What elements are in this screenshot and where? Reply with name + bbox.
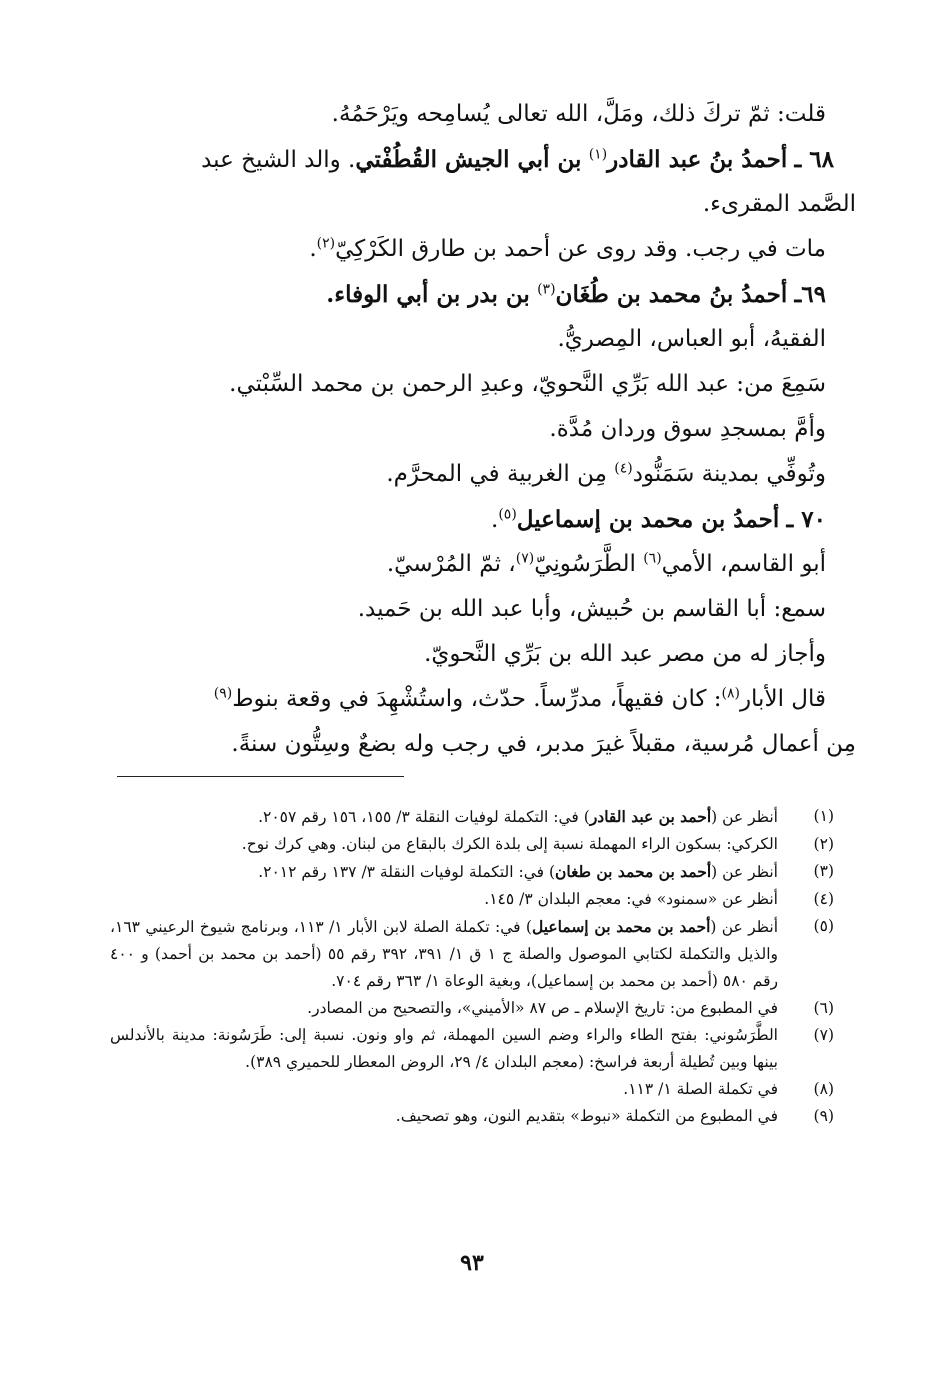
entry-68-number: ٦٨ ـ [794,146,834,173]
footnote-ref-1[interactable]: (١) [588,146,608,163]
entry-69-number: ٦٩ـ [794,281,826,308]
text-line-4-content: مات في رجب. وقد روى عن أحمد بن طارق الكَرْكِيّ [335,236,826,262]
text-line-8-content: وأمَّ بمسجدِ سوق وردان مُدَّة. [549,416,826,442]
footnote-7 [110,1022,834,1076]
footnote-9 [110,1103,834,1130]
footnote-9-text: في المطبوع من التكملة «نبوط» بتقديم النون، وهو تصحيف. [395,1107,778,1125]
footnote-5-text [110,913,778,995]
footnote-ref-4[interactable]: (٤) [614,460,633,477]
main-text [110,92,856,767]
text-line-13-content: وأجاز له من مصر عبد الله بن بَرِّي النَّحويّ. [424,641,826,667]
footnotes [110,803,834,1130]
text-line-1 [110,92,834,137]
footnote-5 [110,913,834,995]
text-line-14-a: قال الأبار [739,686,826,712]
footnote-5-pre: أنظر عن ( [710,918,779,936]
text-line-4 [110,227,834,272]
footnote-1 [110,803,834,831]
footnote-5-number: (٥) [813,917,834,935]
footnote-ref-3[interactable]: (٣) [537,281,556,298]
footnote-divider [117,776,404,777]
text-line-9 [110,452,834,497]
footnote-ref-8[interactable]: (٨) [721,685,740,702]
entry-68-name: أحمدُ بنُ عبد القادر [607,146,788,173]
text-line-6-content: الفقيهُ، أبو العباس، المِصريُّ. [557,326,826,352]
footnote-6 [110,995,834,1022]
footnote-3 [110,858,834,886]
entry-70-name: أحمدُ بن محمد بن إسماعيل [516,506,780,533]
footnote-ref-2[interactable]: (٢) [316,235,336,252]
text-line-15-content: مِن أعمال مُرسية، مقبلاً غيرَ مدبر، في رجب وله بضعٌ وسِتُّون سنةً. [231,731,856,757]
footnote-ref-6[interactable]: (٦) [643,550,662,567]
text-line-11-c: ، ثمّ المُرْسيّ. [386,551,516,577]
text-line-12-content: سمع: أبا القاسم بن حُبيش، وأبا عبد الله بن حَميد. [357,596,826,622]
text-line-11-a: أبو القاسم، الأمي [661,551,826,577]
footnote-4 [110,886,834,913]
text-line-9-content: وتُوفِّي بمدينة سَمَنُّود [632,461,826,487]
text-line-14-b: : كان فقيهاً، مدرِّساً. حدّث، واستُشْهِدَ في وقعة بنوط [232,686,722,712]
footnote-8-number: (٨) [813,1080,834,1098]
footnote-3-pre: أنظر عن ( [711,863,778,881]
footnote-1-text [110,803,778,831]
footnote-1-number: (١) [813,807,834,825]
footnote-6-number: (٦) [813,999,834,1017]
entry-69-name: أحمدُ بنُ محمد بن طُغَان [555,281,788,308]
entry-70-heading [110,497,834,542]
footnote-8 [110,1076,834,1103]
footnote-3-post: ) في: التكملة لوفيات النقلة ٣/ ١٣٧ رقم ٢٠١٢. [258,863,556,881]
footnote-1-pre: أنظر عن ( [711,808,778,826]
footnote-8-text: في تكملة الصلة ١/ ١١٣. [623,1080,778,1098]
entry-68-heading [110,137,834,182]
text-line-9-end: مِن الغربية في المحرَّم. [386,461,607,487]
entry-69-heading [110,272,834,317]
entry-69-name-cont: بن بدر بن أبي الوفاء. [326,281,530,308]
text-line-7 [110,362,834,407]
footnote-2 [110,831,834,858]
text-line-8 [110,407,834,452]
entry-70-end: . [491,507,499,533]
text-line-6 [110,317,834,362]
footnote-2-number: (٢) [813,835,834,853]
entry-70-number: ٧٠ ـ [786,506,826,533]
footnote-4-number: (٤) [813,890,834,908]
footnote-9-number: (٩) [813,1107,834,1125]
entry-68-rest: . والد الشيخ عبد [201,147,356,173]
text-line-1-content: قلت: ثمّ تركَ ذلك، ومَلَّ، الله تعالى يُسامِحه ويَرْحَمُهُ. [331,101,826,127]
text-line-4-end: . [309,236,317,262]
footnote-5-bold: أحمد بن محمد بن إسماعيل [531,917,711,936]
entry-68-continuation [110,182,856,227]
footnote-4-text: أنظر عن «سمنود» في: معجم البلدان ٣/ ١٤٥. [484,890,778,908]
footnote-7-text: الطَّرَسُوني: بفتح الطاء والراء وضم السين المهملة، ثم واو ونون. نسبة إلى: طَرَسُونة: مدينة بالأندلس بينها وبين تُطيلة أربعة فراسخ: (معجم البلدان ٤/ ٢٩، الروض المعطار للحميري ٣٨٩). [110,1026,778,1071]
footnote-1-bold: أحمد بن عبد القادر [589,807,712,826]
text-line-12 [110,587,834,632]
footnote-2-text: الكركي: بسكون الراء المهملة نسبة إلى بلدة الكرك بالبقاع من لبنان. وهي كرك نوح. [241,835,778,853]
footnote-ref-5[interactable]: (٥) [498,506,517,523]
page-number: ٩٣ [460,1250,484,1276]
footnote-ref-7[interactable]: (٧) [515,550,535,567]
text-line-11 [110,542,834,587]
footnote-7-number: (٧) [813,1026,834,1044]
footnote-6-text: في المطبوع من: تاريخ الإسلام ـ ص ٨٧ «الأميني»، والتصحيح من المصادر. [307,999,778,1017]
entry-68-rest-line2: الصَّمد المقرىء. [702,191,856,217]
footnote-3-text [110,858,778,886]
entry-68-name-cont: بن أبي الجيش القُطُفْتي [355,146,582,173]
footnote-3-number: (٣) [813,862,834,880]
text-line-7-content: سَمِعَ من: عبد الله بَرِّي النَّحويّ، وعبدِ الرحمن بن محمد السِّبْتي. [229,371,826,397]
text-line-14 [110,677,834,722]
footnote-5-post: ) في: تكملة الصلة لابن الأبار ١/ ١١٣، وبرنامج شيوخ الرعيني ١٦٣، والذيل والتكملة لكتابي الموصول والصلة ج ١ ق ١/ ٣٩١، ٣٩٢ رقم ٥٥ (أحمد بن محمد بن أحمد) و ٤٠٠ رقم ٥٨٠ (أحمد بن محمد بن إسماعيل)، وبغية الوعاة ١/ ٣٦٣ رقم ٧٠٤. [110,918,779,990]
footnote-1-post: ) في: التكملة لوفيات النقلة ٣/ ١٥٥، ١٥٦ رقم ٢٠٥٧. [258,808,590,826]
text-line-13 [110,632,834,677]
footnote-ref-9[interactable]: (٩) [213,685,233,702]
text-line-15 [110,722,856,767]
footnote-3-bold: أحمد بن محمد بن طغان [555,862,712,881]
text-line-11-b: الطَّرَسُونِيّ [534,551,636,577]
